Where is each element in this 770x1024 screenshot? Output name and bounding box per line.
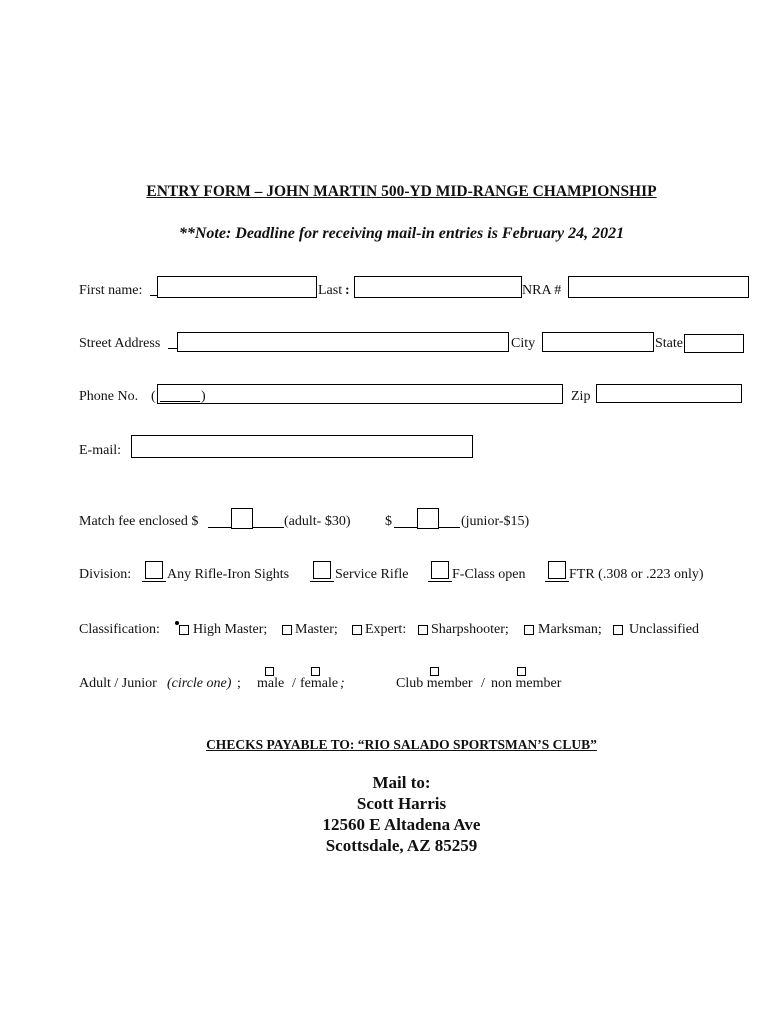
nra-label: NRA # (522, 283, 562, 298)
division-ftr-underline (545, 581, 569, 582)
division-service-rifle-label: Service Rifle (335, 567, 409, 582)
form-title: ENTRY FORM – JOHN MARTIN 500-YD MID-RANGE CHAMPIONSHIP (146, 183, 657, 200)
class-high-master-mark (175, 621, 179, 625)
class-marksman-label: Marksman; (538, 622, 602, 637)
class-sharpshooter-label: Sharpshooter; (431, 622, 509, 637)
class-master-label: Master; (295, 622, 338, 637)
classification-label: Classification: (79, 622, 160, 637)
mail-to-heading: Mail to: (372, 773, 431, 792)
division-service-underline (310, 581, 334, 582)
club-member-label: Club member (396, 676, 473, 691)
female-checkbox[interactable] (311, 667, 320, 676)
zip-input[interactable] (596, 384, 742, 403)
class-high-master-label: High Master; (193, 622, 268, 637)
class-high-master-checkbox[interactable] (179, 625, 189, 635)
class-unclassified-label: Unclassified (629, 622, 699, 637)
club-member-checkbox[interactable] (430, 667, 439, 676)
class-unclassified-checkbox[interactable] (613, 625, 623, 635)
female-label: female (300, 676, 339, 691)
checks-payable-line: CHECKS PAYABLE TO: “RIO SALADO SPORTSMAN’S CLUB” (206, 737, 597, 752)
street-address-label: Street Address (79, 336, 161, 351)
street-address-input[interactable] (177, 332, 509, 352)
class-marksman-checkbox[interactable] (524, 625, 534, 635)
division-fclass-open-label: F-Class open (452, 567, 526, 582)
class-expert-label: Expert: (365, 622, 407, 637)
state-input[interactable] (684, 334, 744, 353)
first-name-input[interactable] (157, 276, 317, 298)
division-ftr-checkbox[interactable] (548, 561, 566, 579)
phone-open-paren: ( (151, 389, 156, 404)
phone-close-paren: ) (201, 389, 206, 404)
first-name-label: First name: (79, 283, 143, 298)
phone-input[interactable] (157, 384, 563, 404)
mail-recipient-name: Scott Harris (356, 794, 447, 813)
adult-fee-checkbox[interactable] (231, 508, 253, 529)
city-input[interactable] (542, 332, 654, 352)
division-any-rifle-checkbox[interactable] (145, 561, 163, 579)
nra-number-input[interactable] (568, 276, 749, 298)
adult-fee-text: (adult- $30) (284, 514, 351, 529)
male-checkbox[interactable] (265, 667, 274, 676)
circle-one-hint: (circle one) (167, 676, 232, 691)
non-member-checkbox[interactable] (517, 667, 526, 676)
adult-junior-semicolon: ; (237, 676, 241, 691)
adult-junior-label: Adult / Junior (79, 676, 157, 691)
division-any-underline (142, 581, 166, 582)
division-fclass-open-checkbox[interactable] (431, 561, 449, 579)
deadline-note: **Note: Deadline for receiving mail-in entries is February 24, 2021 (178, 225, 625, 242)
class-expert-checkbox[interactable] (352, 625, 362, 635)
zip-label: Zip (571, 389, 591, 404)
division-any-rifle-label: Any Rifle-Iron Sights (167, 567, 290, 582)
class-master-checkbox[interactable] (282, 625, 292, 635)
gender-slash: / (292, 676, 296, 691)
phone-label: Phone No. (79, 389, 139, 404)
last-name-label: Last (318, 283, 343, 298)
division-fclass-underline (428, 581, 452, 582)
city-label: City (511, 336, 536, 351)
club-slash: / (481, 676, 485, 691)
email-label: E-mail: (79, 443, 121, 458)
division-label: Division: (79, 567, 132, 582)
female-semicolon: ; (340, 676, 345, 691)
class-sharpshooter-checkbox[interactable] (418, 625, 428, 635)
state-label: State (655, 336, 683, 351)
male-label: male (257, 676, 285, 691)
match-fee-label: Match fee enclosed $ (79, 514, 199, 529)
area-code-underline (160, 401, 200, 402)
division-service-rifle-checkbox[interactable] (313, 561, 331, 579)
email-input[interactable] (131, 435, 473, 458)
mail-city-state-zip: Scottsdale, AZ 85259 (325, 836, 478, 855)
junior-fee-text: (junior-$15) (461, 514, 530, 529)
non-member-label: non member (491, 676, 562, 691)
junior-fee-checkbox[interactable] (417, 508, 439, 529)
junior-dollar-sign: $ (385, 514, 392, 529)
last-name-input[interactable] (354, 276, 522, 298)
last-name-colon: : (345, 283, 350, 298)
mail-street-address: 12560 E Altadena Ave (322, 815, 481, 834)
division-ftr-label: FTR (.308 or .223 only) (569, 567, 704, 582)
